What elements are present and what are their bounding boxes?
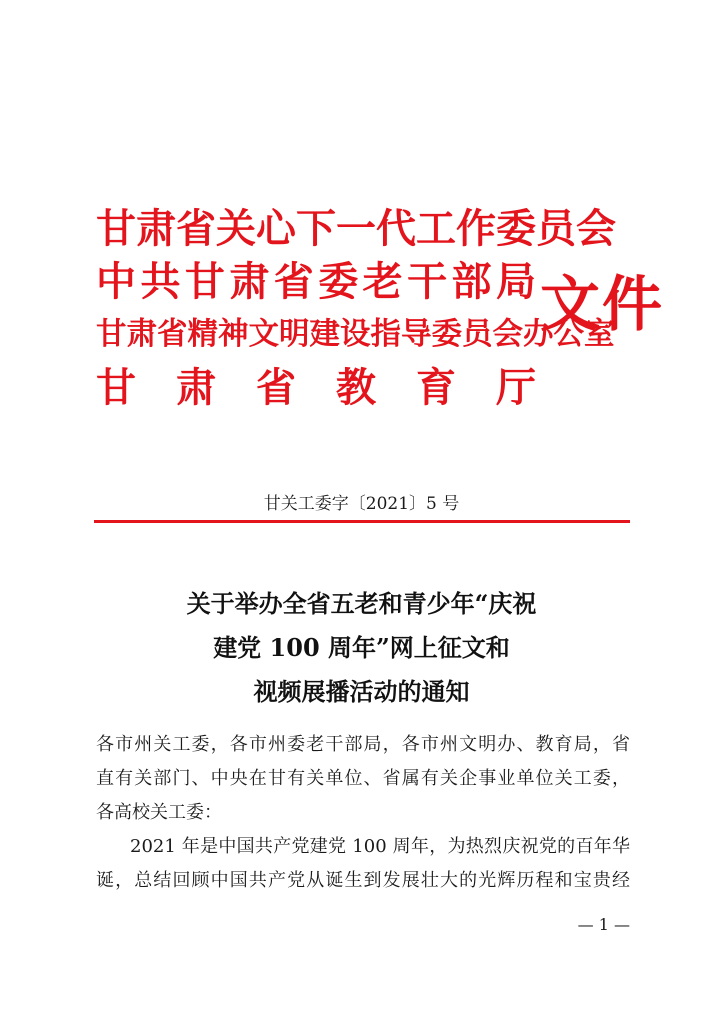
page-number: — 1 — <box>577 915 630 934</box>
addressee-line: 各高校关工委： <box>96 802 222 823</box>
document-number: 甘关工委字〔2021〕5 号 <box>263 494 460 514</box>
document-type-label: 文件 <box>540 270 664 340</box>
issuer-character: 育 <box>416 364 456 411</box>
issuer-character: 中 <box>96 258 136 305</box>
issuer-line <box>96 361 536 414</box>
addressee-line: 各市州关工委，各市州委老干部局，各市州文明办、教育局，省 <box>96 734 630 755</box>
document-body <box>96 728 630 898</box>
issuer-character: 肃 <box>229 258 270 305</box>
issuer-character: 干 <box>407 258 448 305</box>
addressee-line: 直有关部门、中央在甘有关单位、省属有关企事业单位关工委， <box>96 768 630 789</box>
issuer-line <box>96 255 536 308</box>
issuer-character: 局 <box>495 258 536 305</box>
issuer-line: 甘肃省精神文明建设指导委员会办公室 <box>96 316 615 352</box>
issuer-character: 甘 <box>96 364 136 411</box>
issuer-character: 部 <box>451 258 492 305</box>
issuer-character: 教 <box>336 364 376 411</box>
title-line: 建党 100 周年”网上征文和 <box>213 633 510 662</box>
red-divider-line <box>94 520 630 523</box>
issuer-character: 共 <box>140 258 181 305</box>
paragraph-line: 诞，总结回顾中国共产党从诞生到发展壮大的光辉历程和宝贵经 <box>96 870 630 891</box>
issuer-character: 老 <box>362 258 403 305</box>
issuer-character: 省 <box>273 258 314 305</box>
paragraph-line: 2021 年是中国共产党建党 100 周年，为热烈庆祝党的百年华 <box>130 836 630 857</box>
issuer-character: 甘 <box>184 258 225 305</box>
issuer-character: 委 <box>318 258 359 305</box>
issuer-character: 省 <box>256 364 296 411</box>
issuer-line: 甘肃省关心下一代工作委员会 <box>96 205 616 252</box>
issuer-character: 厅 <box>496 364 536 411</box>
title-line: 关于举办全省五老和青少年“庆祝 <box>186 589 537 618</box>
document-title <box>60 582 663 714</box>
title-line: 视频展播活动的通知 <box>253 677 470 706</box>
issuer-character: 肃 <box>176 364 216 411</box>
